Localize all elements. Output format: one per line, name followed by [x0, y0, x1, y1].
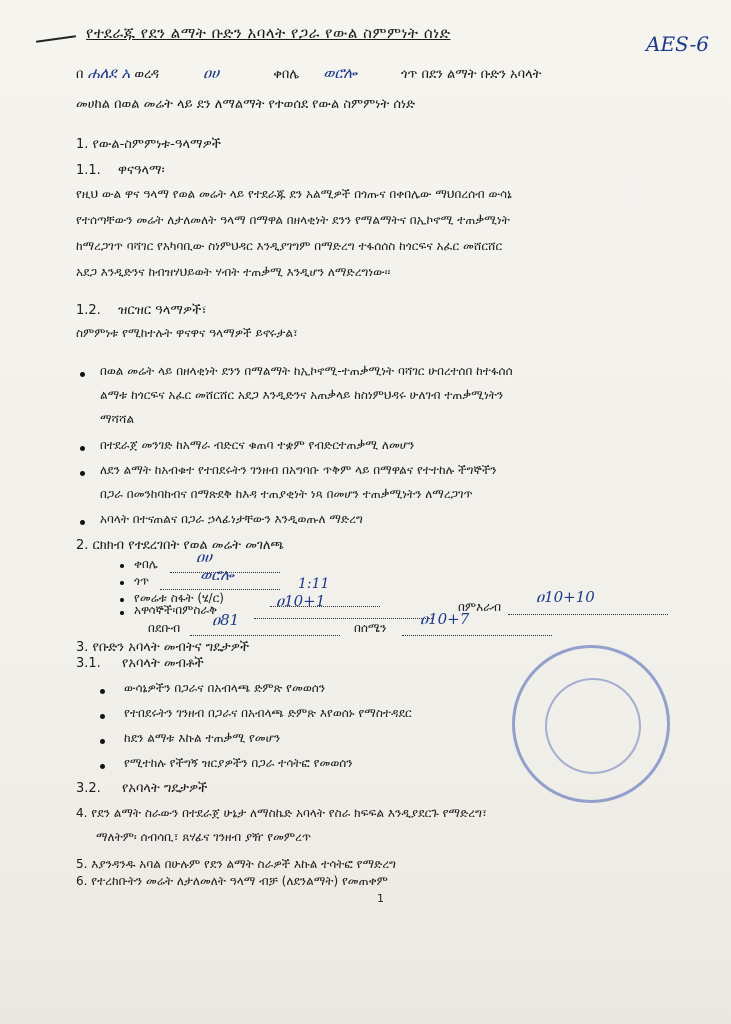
right-bullet-3: ከደን ልማቱ እኩል ተጠቃሚ የመሆን [124, 731, 281, 745]
section-3-2-title: የአባላት ግዴታዎች [122, 781, 208, 796]
objective-para-line-3: ከማረጋገጥ ባሻገር የአካባቢው ስነምህዳር እንዲያገግም በማድረግ ተፋሰሰስ ከጎርፍና አፈር መሸርሸር [76, 239, 503, 253]
intro-line-2: መሀከል በወል መሬት ላይ ደን ለማልማት የተወሰደ የውል ስምምነት ሰነድ [76, 97, 416, 112]
right-bullet-1: ውሳኔዎችን በጋራና በአብላጫ ድምጽ የመወሰን [124, 681, 326, 695]
objective-bullet-1-line-2: ልማቱ ከጎርፍና አፈር መሸርሸር አደጋ እንዲድንና አጠቃላይ ከስነምህዳሩ ሁለገብ ተጠቃሚነትን [100, 388, 504, 402]
section-3-1-title: የአባላት መብቶች [122, 656, 204, 671]
boundary-west-label: በምእራብ [458, 600, 501, 614]
objective-bullet-4: አባላት በተናጠልና በጋራ ኃላፊነታቸውን እንዲወጡለ ማድረግ [100, 512, 363, 526]
intro-prefix: በ [76, 67, 84, 82]
page-number: 1 [377, 892, 384, 905]
bullet-dot [120, 581, 124, 585]
fill-line [402, 635, 552, 636]
corner-pen-mark [36, 35, 76, 43]
handwritten-reference: AES-6 [646, 32, 709, 56]
section-1-heading: 1. የውል-ስምምነቱ-ዓላማዎች [76, 137, 221, 152]
boundary-north-handwritten: ዐ10+7 [420, 610, 470, 628]
bullet-dot [120, 598, 124, 602]
land-kebele-label: ቀበሌ [134, 557, 158, 571]
section-1-2-intro: ስምምነቱ የሚከተሉት ዋናዋና ዓላማዎች ይኖሩታል፣ [76, 326, 298, 340]
objective-para-line-1: የዚህ ውል ዋና ዓላማ የወል መሬት ላይ የተደራጁ ደን አልሚዎች በጎጡና በቀበሌው ማህበረሰብ ውሳኔ [76, 187, 512, 201]
fill-line [254, 618, 434, 619]
woreda-handwritten: ዐሀ [203, 64, 220, 82]
fill-line [160, 589, 280, 590]
land-kebele-handwritten: ዐሀ [196, 548, 212, 566]
bullet-dot [120, 611, 124, 615]
woreda-label: ወረዳ [134, 67, 159, 82]
intro-suffix: ጎጥ በደን ልማት ቡድን አባላት [401, 67, 542, 82]
bullet-dot [100, 739, 105, 744]
duty-5: 5. እያንዳንዱ አባል በሁሉም የደን ልማት ስራዎች እኩል ተሳትፎ የማድረግ [76, 857, 397, 871]
kebele-handwritten: ወሮሎ [323, 64, 357, 82]
objective-para-line-2: የተሰጣቸውን መሬት ለታለመለት ዓላማ በማዋል በዘላቂነት ደንን የማልማትና በኢኮኖሚ ተጠቃሚነት [76, 213, 510, 227]
section-3-2-number: 3.2. [76, 781, 101, 796]
land-got-label: ጎጥ [134, 574, 150, 588]
fill-line [190, 635, 340, 636]
duty-6: 6. የተረከቡትን መሬት ለታለመለት ዓላማ ብቻ (ለደንልማት) የመጠቀም [76, 874, 388, 888]
intro-line-1 [76, 64, 541, 82]
boundary-east-label: አዋሳኞች፡በምስራቅ [134, 603, 218, 617]
right-bullet-4: የሚተከሉ የችግኝ ዝርያዎችን በጋራ ተሳትፎ የመወሰን [124, 756, 353, 770]
objective-bullet-3-line-1: ለደን ልማት ከአብቁተ የተበደሩትን ገንዘብ በአግባቡ ጥቅም ላይ በማዋልና የተተከሉ ችግኞችን [100, 463, 497, 477]
kebele-label: ቀበሌ [273, 67, 300, 82]
right-bullet-2: የተበደሩትን ገንዘብ በጋራና በአብላጫ ድምጽ እየወሰኑ የማስተዳደር [124, 706, 412, 720]
section-1-1-title: ዋናዓላማ፡ [118, 163, 165, 178]
document-title: የተደራጁ የደን ልማት ቡድን አባላት የጋራ የውል ስምምነት ሰነድ [86, 24, 451, 42]
objective-bullet-1-line-1: በወል መሬት ላይ በዘላቂነት ደንን በማልማት ከኢኮኖሚ-ተጠቃሚነት ባሻገር ሁበረተሰበ ከተፋሰሰ [100, 364, 513, 378]
region-handwritten: ሐለደ አ [87, 64, 131, 82]
objective-bullet-1-line-3: ማሻሻል [100, 412, 135, 426]
bullet-dot [100, 714, 105, 719]
objective-para-line-4: አደጋ እንዲድንና ከብዝሃህይወት ሃብት ተጠቃሚ እንዲሆን ለማድረግነው፡፡ [76, 265, 391, 279]
section-3-heading: 3. የቡድን አባላት መብትና ግዴታዎች [76, 640, 250, 655]
land-area-label: የመሬቱ ስፋት (ሄ/ር) [134, 591, 224, 605]
section-1-1-number: 1.1. [76, 163, 101, 178]
official-seal-stamp [512, 645, 670, 803]
objective-bullet-2: በተደራጀ መንገድ ከአማራ ብድርና ቁጠባ ተቋም የብድርተጠቃሚ ለመሆን [100, 438, 415, 452]
duty-4-line-2: ማለትም፡ ሰብሳቢ፣ ጸሃፊና ገንዘብ ያዥ የመምረጥ [96, 830, 311, 844]
duty-4-line-1: 4. የደን ልማት ስራውን በተደራጀ ሁኔታ ለማስኬድ አባላት የስራ ክፍፍል እንዲያደርጉ የማድረግ፣ [76, 806, 487, 820]
boundary-west-handwritten: ዐ10+10 [536, 588, 595, 606]
section-1-2-number: 1.2. [76, 303, 101, 318]
land-got-handwritten: ወሮሎ [200, 566, 234, 584]
section-1-2-title: ዝርዝር ዓላማዎች፣ [118, 303, 207, 318]
objective-bullet-3-line-2: በጋራ በመንከባከብና በማጽደቅ ከእዳ ተጠያቂነት ነጻ በመሆን ተጠቃሚነትን ለማረጋገጥ [100, 487, 473, 501]
bullet-dot [120, 564, 124, 568]
boundary-south-label: በደቡብ [148, 621, 181, 635]
boundary-north-label: በሰሜን [354, 621, 387, 635]
boundary-south-handwritten: ዐ81 [212, 611, 240, 629]
bullet-dot [80, 446, 85, 451]
bullet-dot [100, 764, 105, 769]
section-3-1-number: 3.1. [76, 656, 101, 671]
bullet-dot [80, 372, 85, 377]
fill-line [508, 614, 668, 615]
land-area-handwritten: 1:11 [298, 576, 330, 592]
bullet-dot [80, 520, 85, 525]
boundary-east-handwritten: ዐ10+1 [276, 592, 326, 610]
bullet-dot [100, 689, 105, 694]
section-2-heading: 2. ርክክብ የተደረገበት የወል መሬት መገለጫ [76, 538, 284, 553]
bullet-dot [80, 471, 85, 476]
